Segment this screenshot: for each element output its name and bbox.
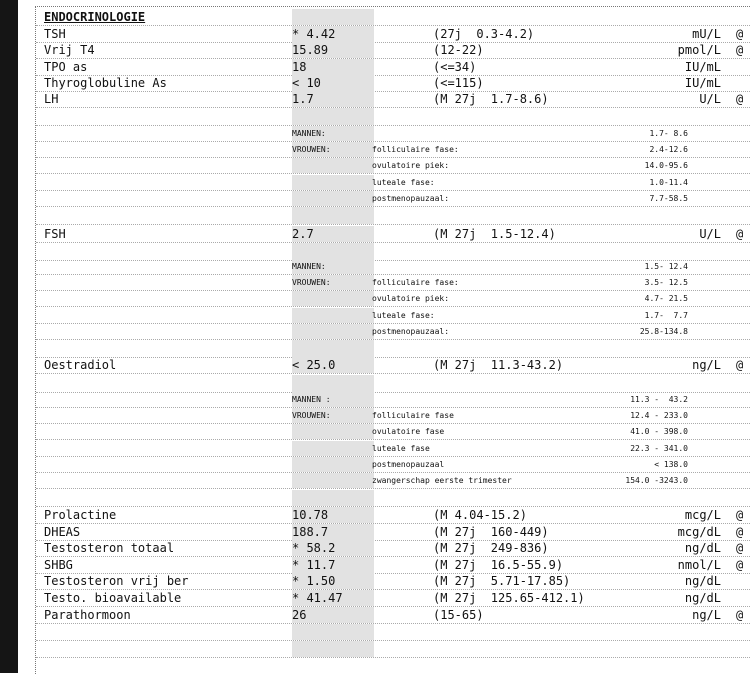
reference-value: 41.0 - 398.0	[630, 427, 688, 437]
reference-range: (12-22)	[433, 43, 484, 58]
cycle-phase: postmenopauzaal:	[372, 193, 450, 203]
test-name: Vrij T4	[44, 43, 95, 58]
test-row	[36, 590, 750, 607]
reference-value: 2.4-12.6	[649, 145, 688, 155]
reference-range: (M 27j 11.3-43.2)	[433, 358, 564, 372]
test-row	[36, 42, 750, 59]
cycle-phase: postmenopauzaal	[372, 459, 445, 469]
test-name: SHBG	[44, 557, 73, 572]
test-unit: ng/L	[692, 607, 721, 622]
blank-row	[36, 108, 750, 126]
reference-range: (M 27j 16.5-55.9)	[433, 557, 564, 572]
reference-row	[36, 259, 750, 275]
cycle-phase: ovulatoire piek:	[372, 294, 450, 304]
reference-row	[36, 175, 750, 191]
cycle-phase: postmenopauzaal:	[372, 326, 450, 336]
test-value: 18	[292, 59, 307, 74]
value-column-shade	[292, 191, 374, 206]
test-unit: IU/mL	[684, 59, 721, 74]
sex-group: VROUWEN:	[292, 278, 331, 288]
test-value: 10.78	[292, 508, 329, 522]
cycle-phase: luteale fase:	[372, 177, 435, 187]
reference-row	[36, 324, 750, 340]
test-unit: mU/L	[692, 27, 721, 41]
value-column-shade	[292, 441, 374, 456]
test-row	[36, 357, 750, 374]
test-name: Thyroglobuline As	[44, 75, 167, 90]
reference-value: 1.7- 7.7	[644, 310, 688, 320]
test-row	[36, 75, 750, 92]
reference-value: 154.0 -3243.0	[625, 476, 688, 485]
test-row	[36, 573, 750, 590]
test-unit: ng/dL	[684, 591, 721, 605]
at-flag: @	[736, 358, 744, 372]
reference-value: 1.5- 12.4	[644, 262, 688, 271]
window-edge-bar	[0, 0, 18, 673]
reference-value: 7.7-58.5	[649, 193, 688, 203]
sex-group: MANNEN :	[292, 395, 331, 404]
test-name: Oestradiol	[44, 358, 117, 372]
value-column-shade	[292, 108, 374, 125]
test-row	[36, 507, 750, 524]
test-unit: ng/L	[692, 358, 721, 372]
test-unit: mcg/L	[684, 508, 721, 522]
reference-row	[36, 126, 750, 142]
reference-range: (M 4.04-15.2)	[433, 508, 527, 522]
test-value: * 1.50	[292, 574, 336, 589]
cycle-phase: ovulatoire piek:	[372, 161, 450, 171]
at-flag: @	[736, 607, 744, 622]
reference-value: 4.7- 21.5	[644, 294, 688, 304]
at-flag: @	[736, 541, 744, 556]
value-column-shade	[292, 175, 374, 190]
at-flag: @	[736, 508, 744, 522]
test-row	[36, 26, 750, 43]
reference-range: (<=34)	[433, 59, 477, 74]
reference-row	[36, 424, 750, 440]
test-value: * 41.47	[292, 591, 343, 605]
value-column-shade	[292, 457, 374, 472]
test-row	[36, 226, 750, 243]
reference-value: 22.3 - 341.0	[630, 443, 688, 453]
blank-row	[36, 207, 750, 225]
test-unit: U/L	[699, 227, 721, 241]
value-column-shade	[292, 291, 374, 306]
test-name: Prolactine	[44, 508, 117, 522]
test-name: LH	[44, 92, 59, 107]
reference-range: (<=115)	[433, 75, 484, 90]
reference-range: (M 27j 1.5-12.4)	[433, 227, 556, 241]
value-column-shade	[292, 324, 374, 339]
test-unit: pmol/L	[677, 43, 721, 58]
cycle-phase: ovulatoire fase	[372, 427, 445, 437]
blank-row	[36, 340, 750, 358]
test-unit: U/L	[699, 92, 721, 107]
test-name: Testosteron totaal	[44, 541, 175, 556]
reference-row	[36, 275, 750, 291]
reference-row	[36, 291, 750, 307]
test-name: TSH	[44, 27, 66, 41]
test-value: * 58.2	[292, 541, 336, 556]
reference-range: (M 27j 160-449)	[433, 524, 549, 539]
value-column-shade	[292, 375, 374, 392]
value-column-shade	[292, 490, 374, 506]
reference-row	[36, 191, 750, 207]
reference-range: (27j 0.3-4.2)	[433, 27, 535, 41]
reference-row	[36, 408, 750, 424]
at-flag: @	[736, 557, 744, 572]
value-column-shade	[292, 340, 374, 357]
blank-row	[36, 641, 750, 658]
sex-group: VROUWEN:	[292, 411, 331, 421]
test-name: Parathormoon	[44, 607, 131, 622]
at-flag: @	[736, 27, 744, 41]
test-value: * 4.42	[292, 27, 336, 41]
reference-value: 1.7- 8.6	[649, 129, 688, 138]
section-header	[36, 9, 750, 26]
sex-group: MANNEN:	[292, 262, 326, 271]
sex-group: MANNEN:	[292, 129, 326, 138]
test-value: 188.7	[292, 524, 329, 539]
section-title: ENDOCRINOLOGIE	[44, 10, 146, 24]
reference-row	[36, 158, 750, 174]
reference-range: (15-65)	[433, 607, 484, 622]
test-row	[36, 524, 750, 541]
reference-range: (M 27j 5.71-17.85)	[433, 574, 571, 589]
test-value: * 11.7	[292, 557, 336, 572]
reference-value: 14.0-95.6	[644, 161, 688, 171]
reference-value: < 138.0	[654, 459, 688, 469]
value-column-shade	[292, 473, 374, 488]
test-row	[36, 557, 750, 574]
test-row	[36, 91, 750, 108]
cycle-phase: luteale fase	[372, 443, 430, 453]
test-value: 26	[292, 607, 307, 622]
reference-range: (M 27j 125.65-412.1)	[433, 591, 585, 605]
value-column-shade	[292, 243, 374, 260]
reference-row	[36, 392, 750, 408]
reference-value: 11.3 - 43.2	[630, 395, 688, 404]
test-name: FSH	[44, 227, 66, 241]
test-name: DHEAS	[44, 524, 81, 539]
cycle-phase: folliculaire fase:	[372, 145, 459, 155]
value-column-shade	[292, 641, 374, 657]
test-row	[36, 607, 750, 624]
test-unit: ng/dL	[684, 541, 721, 556]
sex-group: VROUWEN:	[292, 145, 331, 155]
test-row	[36, 540, 750, 557]
value-column-shade	[292, 9, 374, 25]
at-flag: @	[736, 227, 744, 241]
test-unit: IU/mL	[684, 75, 721, 90]
test-value: < 10	[292, 75, 321, 90]
test-value: 1.7	[292, 92, 314, 107]
reference-value: 12.4 - 233.0	[630, 411, 688, 421]
test-value: < 25.0	[292, 358, 336, 372]
test-name: TPO as	[44, 59, 88, 74]
cycle-phase: zwangerschap eerste trimester	[372, 476, 512, 485]
test-value: 2.7	[292, 227, 314, 241]
test-unit: nmol/L	[677, 557, 721, 572]
at-flag: @	[736, 43, 744, 58]
value-column-shade	[292, 207, 374, 224]
test-name: Testosteron vrij ber	[44, 574, 189, 589]
blank-row	[36, 375, 750, 393]
test-value: 15.89	[292, 43, 329, 58]
cycle-phase: folliculaire fase:	[372, 278, 459, 288]
reference-value: 25.8-134.8	[639, 326, 688, 336]
value-column-shade	[292, 158, 374, 173]
reference-row	[36, 441, 750, 457]
test-unit: ng/dL	[684, 574, 721, 589]
blank-row	[36, 624, 750, 641]
reference-value: 3.5- 12.5	[644, 278, 688, 288]
reference-row	[36, 457, 750, 473]
at-flag: @	[736, 524, 744, 539]
reference-range: (M 27j 1.7-8.6)	[433, 92, 549, 107]
reference-value: 1.0-11.4	[649, 177, 688, 187]
test-unit: mcg/dL	[677, 524, 721, 539]
cycle-phase: luteale fase:	[372, 310, 435, 320]
value-column-shade	[292, 424, 374, 439]
test-row	[36, 59, 750, 76]
test-name: Testo. bioavailable	[44, 591, 182, 605]
value-column-shade	[292, 624, 374, 640]
value-column-shade	[292, 308, 374, 323]
reference-row	[36, 308, 750, 324]
blank-row	[36, 490, 750, 507]
reference-row	[36, 142, 750, 158]
reference-range: (M 27j 249-836)	[433, 541, 549, 556]
cycle-phase: folliculaire fase	[372, 411, 454, 421]
at-flag: @	[736, 92, 744, 107]
reference-row	[36, 473, 750, 489]
